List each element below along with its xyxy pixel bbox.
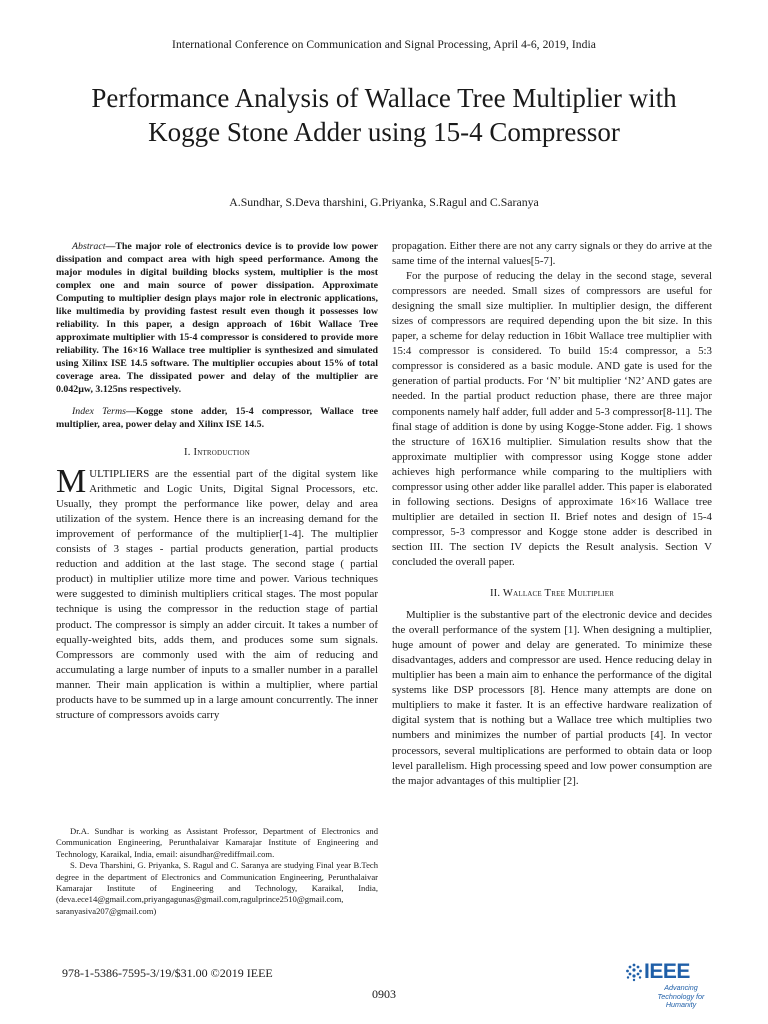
- intro-paragraph: [56, 463, 378, 723]
- abstract-lead: Abstract: [72, 241, 106, 252]
- footnote-paragraph-1: Dr.A. Sundhar is working as Assistant Professor, Department of Electronics and Communication Engineering, Perunthalaivar Kamarajar Institute of Engineering and Technology, Karaikal, India, email: aisundhar@rediffmail.com.: [56, 826, 378, 859]
- index-terms-lead: Index Terms: [72, 406, 126, 417]
- index-terms: [56, 405, 378, 431]
- paper-title: Performance Analysis of Wallace Tree Multiplier with Kogge Stone Adder using 15-4 Compressor: [91, 83, 677, 147]
- index-terms-text: —Kogge stone adder, 15-4 compressor, Wallace tree multiplier, area, power delay and Xilinx ISE 14.5.: [56, 406, 378, 430]
- left-column: [56, 240, 378, 723]
- ieee-tagline: Advancing Technology for Humanity: [657, 983, 705, 1009]
- conference-header: International Conference on Communication and Signal Processing, April 4-6, 2019, India: [172, 38, 596, 51]
- abstract-text: —The major role of electronics device is to provide low power dissipation and compact area with high speed performance. Among the major modules in digital building blocks system, multiplier is the most complex one and main source of power dissipation. Approximate Computing to multiplier design plays major role in electronic applications, like multimedia by providing fastest result even though it possesses low reliability. In this paper, a design approach of 16bit Wallace Tree approximate multiplier with 15-4 compressor is considered to provide more reliability. The 16×16 Wallace tree multiplier is synthesized and simulated using Xilinx ISE 14.5 software. The multiplier occupies about 15% of total coverage area. The dissipated power and delay of the multiplier are 0.042µw, 3.125ns respectively.: [56, 241, 378, 395]
- footnote-paragraph-2: S. Deva Tharshini, G. Priyanka, S. Ragul and C. Saranya are studying Final year B.Tech degree in the department of Electronics and Communication Engineering, Perunthalaivar Kamarajar Institute of Engineering and Technology, Karaikal, India, (deva.ece14@gmail.com,priyangagunas@gmail.com,ragulprince2510@gmail.com, saranyasiva207@gmail.com): [56, 860, 378, 916]
- author-footnote: [56, 826, 378, 917]
- page-number: 0903: [372, 987, 396, 1001]
- intro-paragraph-text: ULTIPLIERS are the essential part of the digital system like Arithmetic and Logic Units, Digital Signal Processors, etc. Usually, they prompt the performance like power, delay and area utilization of the system. Hence there is an increasing demand for the improvement of performance of the multiplier[1-4]. The multiplier consists of 3 stages - partial products generation, partial products reduction and addition at the last stage. The second stage ( partial product) in multiplier utilize more time and power. Various techniques were suggested to diminish multipliers critical stages. The most popular technique is using the compressor in the reduction stage of partial product. The compressor is simply an adder circuit. It takes a number of equally-weighted bits, adds them, and produces some sum signals. Compressors are commonly used with the aim of reducing and accumulating a large number of inputs to a smaller number in a parallel manner. Their main application is within a multiplier, where partial products have to be summed up in a large amount concurrently. The inner structure of compressors avoids carry: [56, 468, 378, 721]
- section-heading-wallace: II. Wallace Tree Multiplier: [489, 588, 615, 600]
- wallace-paragraph: Multiplier is the substantive part of the electronic device and decides the overall performance of the system [1]. When designing a multiplier, huge amount of power and delay are generated. To minimize these disadvantages, adders and compressor are used. Hence reducing delay in multiplier has been a main aim to enhance the performance of the digital systems like DSP processors [8]. Hence many attempts are done on multipliers to make it faster. It is an effective hardware realization of digital system that is nothing but a Wallace tree which multiplies two numbers and minimizes the number of partial products [4]. In vector processors, several multiplications are performed to obtain data or loop level parallelism. High processing speed and low power consumption are the major advantages of this multiplier [2].: [392, 609, 712, 787]
- right-column: [392, 239, 712, 789]
- abstract: [56, 240, 378, 396]
- intro-paragraph-2: For the purpose of reducing the delay in the second stage, several compressors are needed. Small sizes of compressors are useful for designing the small size multiplier. In multiplier design, the different sizes of compressors are required depending upon the bit size. In this paper, a scheme for delay reduction in 16bit Wallace tree multiplier with 15:4 compressor is considered. To build 15:4 compressor, a 5:3 compressor is considered as a basic module. AND gate is used for the generation of partial products. For ‘N’ bit multiplier ‘N2’ AND gates are needed. In the partial product reduction phase, there are three major components namely half adder, full adder and 5-3 compressor[8-11]. The final stage of addition is done by using Kogge-Stone adder. Fig. 1 shows the structure of 16X16 multiplier. Simulation results show that the approximate multiplier with compressor using Kogge stone adder achieves high performance while comparing to the multipliers with compressor using other adder like parallel adder. This paper is elaborated in following sections. Designs of approximate 16×16 Wallace tree multiplier are detailed in section II. Brief notes and design of 15-4 compressor, 5-3 compressor and Kogge stone adder is described in section III. The section IV depicts the Result analysis. Section V concluded the overall paper.: [392, 270, 712, 568]
- drop-cap: M: [56, 463, 87, 501]
- author-list: A.Sundhar, S.Deva tharshini, G.Priyanka, S.Ragul and C.Saranya: [229, 195, 539, 209]
- intro-paragraph-continued: propagation. Either there are not any carry signals or they do arrive at the same time of the internal values[5-7].: [392, 240, 712, 268]
- ieee-logo: [624, 960, 714, 1010]
- ieee-globe-icon: [624, 962, 644, 982]
- section-heading-introduction: I. Introduction: [184, 447, 250, 458]
- isbn-copyright: 978-1-5386-7595-3/19/$31.00 ©2019 IEEE: [62, 966, 273, 980]
- ieee-logo-text: IEEE: [644, 960, 690, 983]
